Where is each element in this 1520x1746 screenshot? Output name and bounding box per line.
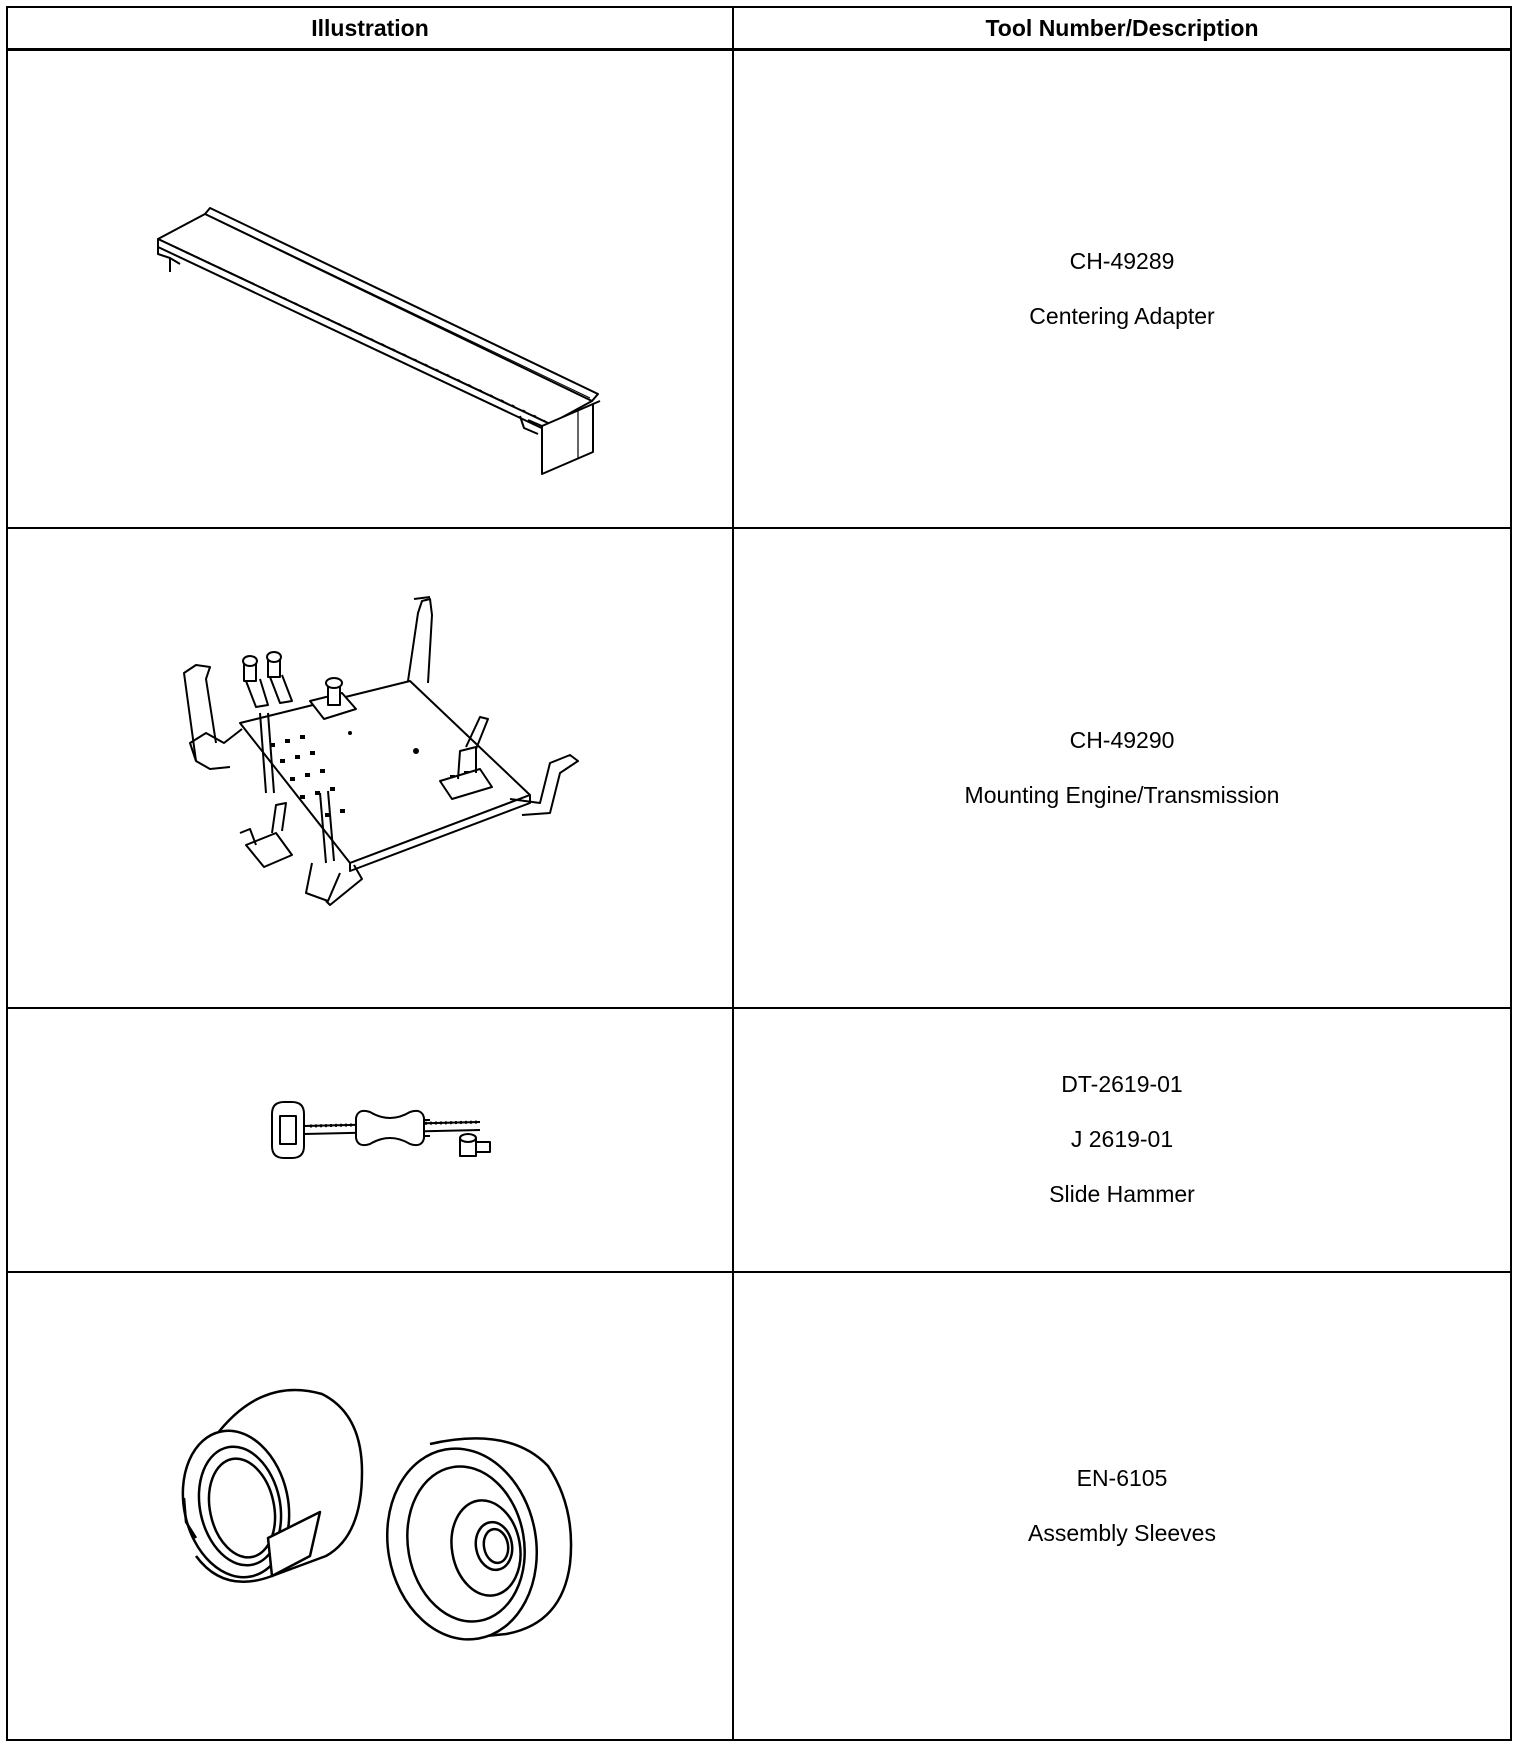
tool-number-alt: J 2619-01 bbox=[1070, 1126, 1174, 1152]
tool-number: EN-6105 bbox=[1076, 1464, 1168, 1491]
tool-description: Slide Hammer bbox=[1049, 1181, 1195, 1207]
slide-hammer-illustration bbox=[10, 1012, 730, 1268]
table-header-row bbox=[7, 7, 1511, 50]
illustration-cell bbox=[7, 50, 733, 528]
tool-number: CH-49289 bbox=[1069, 247, 1175, 274]
table-row bbox=[7, 50, 1511, 528]
description-cell bbox=[733, 1272, 1511, 1740]
mounting-fixture-illustration bbox=[10, 533, 730, 1003]
tool-number: CH-49290 bbox=[1069, 726, 1175, 753]
table-row bbox=[7, 1272, 1511, 1740]
special-tools-table bbox=[6, 6, 1512, 1741]
illustration-cell bbox=[7, 528, 733, 1008]
tool-description: Centering Adapter bbox=[1029, 302, 1215, 329]
description-cell bbox=[733, 50, 1511, 528]
illustration-cell bbox=[7, 1272, 733, 1740]
header-illustration: Illustration bbox=[7, 7, 733, 50]
tool-description: Mounting Engine/Transmission bbox=[964, 781, 1280, 808]
tool-number: DT-2619-01 bbox=[1061, 1071, 1183, 1097]
description-cell bbox=[733, 1008, 1511, 1272]
illustration-cell bbox=[7, 1008, 733, 1272]
tool-description: Assembly Sleeves bbox=[1028, 1519, 1216, 1546]
assembly-sleeves-illustration bbox=[10, 1276, 730, 1736]
description-cell bbox=[733, 528, 1511, 1008]
centering-adapter-illustration bbox=[10, 54, 730, 524]
table-row bbox=[7, 1008, 1511, 1272]
header-tool-number-description: Tool Number/Description bbox=[733, 7, 1511, 50]
table-row bbox=[7, 528, 1511, 1008]
